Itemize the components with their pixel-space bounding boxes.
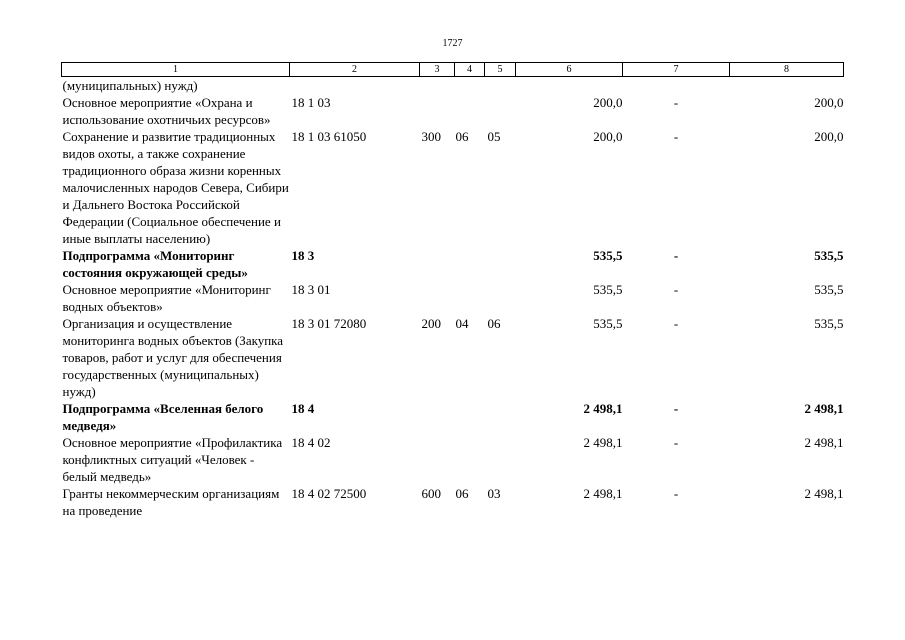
row-name-cell: Подпрограмма «Вселенная белого медведя»: [62, 401, 264, 433]
row-rz-cell: [455, 94, 485, 128]
row-code-cell: [290, 77, 420, 95]
row-vr-cell: [420, 94, 455, 128]
row-total-cell: 2 498,1: [583, 435, 623, 450]
row-vr-cell: [420, 400, 455, 434]
row-total-cell: [516, 77, 623, 95]
table-row: [62, 128, 844, 247]
row-vr-cell: 300: [421, 129, 441, 144]
row-change-cell: [623, 77, 730, 95]
row-name-cell: Основное мероприятие «Мониторинг водных объектов»: [62, 282, 271, 314]
row-name-cell: Основное мероприятие «Профилактика конфликтных ситуаций «Человек - белый медведь»: [62, 435, 283, 484]
row-rz-cell: [455, 77, 485, 95]
row-name-cell: Основное мероприятие «Охрана и использование охотничьих ресурсов»: [62, 95, 271, 127]
row-code-cell: 18 3 01 72080: [291, 316, 367, 331]
row-result-cell: [730, 77, 844, 95]
row-total-cell: 200,0: [593, 129, 623, 144]
budget-table: [61, 62, 844, 519]
table-body: [62, 77, 844, 520]
row-pr-cell: [485, 281, 516, 315]
table-row: [62, 94, 844, 128]
table-row: [62, 485, 844, 519]
row-name-cell: Гранты некоммерческим организациям на проведение: [62, 486, 280, 518]
header-col-5: 5: [485, 63, 516, 77]
row-pr-cell: [485, 400, 516, 434]
row-pr-cell: 06: [487, 316, 501, 331]
row-vr-cell: [420, 281, 455, 315]
row-result-cell: 2 498,1: [804, 435, 844, 450]
header-col-1: 1: [62, 63, 290, 77]
row-pr-cell: [485, 247, 516, 281]
table-row: [62, 315, 844, 400]
table-row: [62, 400, 844, 434]
row-name-cell: Подпрограмма «Мониторинг состояния окружающей среды»: [62, 248, 248, 280]
row-code-cell: 18 4 02: [291, 435, 331, 450]
row-name-cell: Организация и осуществление мониторинга водных объектов (Закупка товаров, работ и услуг для обеспечения государственных (муниципальных) нужд): [62, 316, 284, 399]
header-col-7: 7: [623, 63, 730, 77]
row-pr-cell: [485, 94, 516, 128]
row-result-cell: 535,5: [814, 282, 844, 297]
row-vr-cell: [420, 77, 455, 95]
row-vr-cell: [420, 434, 455, 485]
row-pr-cell: [485, 434, 516, 485]
table-row: [62, 247, 844, 281]
row-name-cell: Сохранение и развитие традиционных видов охоты, а также сохранение традиционного образа жизни коренных малочисленных народов Севера, Сибири и Дальнего Востока Российской Федерации (Социальное обеспечение и иные выплаты населению): [62, 129, 289, 246]
row-vr-cell: 200: [421, 316, 441, 331]
row-code-cell: 18 1 03: [291, 95, 331, 110]
row-change-cell: -: [673, 129, 679, 144]
row-change-cell: -: [673, 435, 679, 450]
table-row: [62, 281, 844, 315]
row-rz-cell: 06: [455, 129, 469, 144]
row-code-cell: 18 4: [291, 401, 315, 416]
table-row: [62, 77, 844, 95]
row-total-cell: 2 498,1: [583, 486, 623, 501]
row-pr-cell: 03: [487, 486, 501, 501]
row-name-cell: (муниципальных) нужд): [62, 78, 198, 93]
table-row: [62, 434, 844, 485]
page-number: 1727: [442, 38, 463, 49]
header-col-8: 8: [730, 63, 844, 77]
row-rz-cell: [455, 400, 485, 434]
header-col-2: 2: [290, 63, 420, 77]
row-code-cell: 18 3: [291, 248, 315, 263]
row-vr-cell: 600: [421, 486, 441, 501]
column-number-header: [62, 63, 844, 77]
row-code-cell: 18 4 02 72500: [291, 486, 367, 501]
row-total-cell: 535,5: [593, 282, 623, 297]
row-result-cell: 2 498,1: [804, 486, 844, 501]
row-result-cell: 2 498,1: [804, 401, 844, 416]
header-col-4: 4: [455, 63, 485, 77]
row-result-cell: 535,5: [814, 316, 844, 331]
row-change-cell: -: [673, 248, 679, 263]
row-change-cell: -: [673, 95, 679, 110]
row-result-cell: 200,0: [814, 129, 844, 144]
row-change-cell: -: [673, 486, 679, 501]
row-rz-cell: [455, 434, 485, 485]
row-change-cell: -: [673, 316, 679, 331]
row-pr-cell: 05: [487, 129, 501, 144]
row-rz-cell: 04: [455, 316, 469, 331]
row-result-cell: 200,0: [814, 95, 844, 110]
row-total-cell: 200,0: [593, 95, 623, 110]
header-col-6: 6: [516, 63, 623, 77]
row-total-cell: 2 498,1: [583, 401, 623, 416]
row-rz-cell: [455, 247, 485, 281]
row-change-cell: -: [673, 401, 679, 416]
row-total-cell: 535,5: [593, 248, 623, 263]
row-rz-cell: 06: [455, 486, 469, 501]
row-code-cell: 18 3 01: [291, 282, 331, 297]
row-change-cell: -: [673, 282, 679, 297]
row-total-cell: 535,5: [593, 316, 623, 331]
row-result-cell: 535,5: [814, 248, 844, 263]
header-col-3: 3: [420, 63, 455, 77]
row-code-cell: 18 1 03 61050: [291, 129, 367, 144]
row-vr-cell: [420, 247, 455, 281]
row-rz-cell: [455, 281, 485, 315]
row-pr-cell: [485, 77, 516, 95]
